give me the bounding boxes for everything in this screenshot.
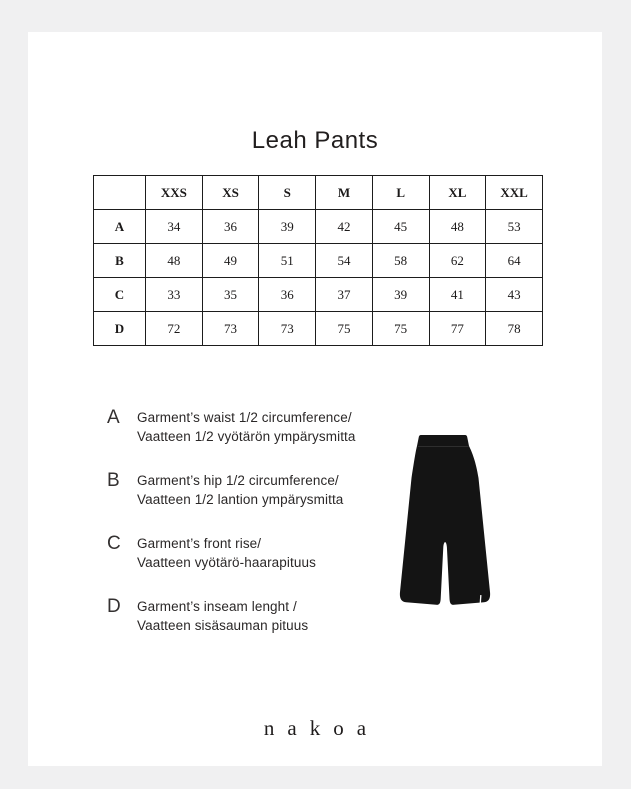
size-cell: 51 — [259, 244, 316, 278]
legend-line-en: Garment’s hip 1/2 circumference/ — [137, 473, 339, 488]
legend-description — [137, 471, 343, 509]
legend-line-en: Garment’s front rise/ — [137, 536, 262, 551]
size-col-header: XL — [429, 176, 486, 210]
row-label: C — [94, 278, 146, 312]
table-row — [94, 210, 543, 244]
table-row — [94, 244, 543, 278]
row-label: D — [94, 312, 146, 346]
legend-letter: C — [107, 533, 121, 554]
size-cell: 62 — [429, 244, 486, 278]
row-label: A — [94, 210, 146, 244]
size-cell: 36 — [202, 210, 259, 244]
table-row — [94, 278, 543, 312]
legend-description — [137, 534, 316, 572]
table-row — [94, 312, 543, 346]
legend-letter: A — [107, 407, 120, 428]
size-table-container — [93, 175, 543, 346]
size-cell: 48 — [429, 210, 486, 244]
size-cell: 49 — [202, 244, 259, 278]
legend-line-fi: Vaatteen sisäsauman pituus — [137, 618, 309, 633]
size-col-header: XS — [202, 176, 259, 210]
size-col-header: XXL — [486, 176, 543, 210]
size-cell: 43 — [486, 278, 543, 312]
legend-line-en: Garment’s waist 1/2 circumference/ — [137, 410, 352, 425]
size-col-header: M — [316, 176, 373, 210]
size-cell: 77 — [429, 312, 486, 346]
size-cell: 33 — [146, 278, 203, 312]
legend-item-d — [107, 597, 397, 635]
size-col-header: L — [372, 176, 429, 210]
size-cell: 39 — [259, 210, 316, 244]
size-col-header: XXS — [146, 176, 203, 210]
brand-logo: nakoa — [263, 716, 380, 740]
size-table — [93, 175, 543, 346]
legend-item-c — [107, 534, 397, 572]
size-cell: 73 — [202, 312, 259, 346]
row-label: B — [94, 244, 146, 278]
pants-product-image — [399, 433, 491, 607]
size-cell: 78 — [486, 312, 543, 346]
size-cell: 64 — [486, 244, 543, 278]
size-cell: 75 — [316, 312, 373, 346]
legend-line-fi: Vaatteen vyötärö-haarapituus — [137, 555, 316, 570]
size-cell: 34 — [146, 210, 203, 244]
size-cell: 73 — [259, 312, 316, 346]
size-cell: 45 — [372, 210, 429, 244]
pants-silhouette-graphic — [399, 433, 491, 607]
size-cell: 48 — [146, 244, 203, 278]
legend-letter: D — [107, 596, 121, 617]
size-cell: 41 — [429, 278, 486, 312]
legend-line-fi: Vaatteen 1/2 vyötärön ympärysmitta — [137, 429, 356, 444]
measurement-legend — [107, 408, 397, 660]
legend-line-en: Garment’s inseam lenght / — [137, 599, 297, 614]
legend-letter: B — [107, 470, 120, 491]
size-table-header-row — [94, 176, 543, 210]
size-cell: 53 — [486, 210, 543, 244]
size-cell: 54 — [316, 244, 373, 278]
size-col-header: S — [259, 176, 316, 210]
legend-item-b — [107, 471, 397, 509]
size-cell: 35 — [202, 278, 259, 312]
page-title: Leah Pants — [251, 127, 379, 154]
size-cell: 39 — [372, 278, 429, 312]
size-cell: 42 — [316, 210, 373, 244]
size-cell: 36 — [259, 278, 316, 312]
size-cell: 37 — [316, 278, 373, 312]
legend-description — [137, 597, 308, 635]
legend-item-a — [107, 408, 397, 446]
size-cell: 75 — [372, 312, 429, 346]
size-chart-card — [28, 32, 602, 766]
legend-line-fi: Vaatteen 1/2 lantion ympärysmitta — [137, 492, 344, 507]
size-table-corner-cell — [94, 176, 146, 210]
legend-description — [137, 408, 356, 446]
size-cell: 72 — [146, 312, 203, 346]
size-cell: 58 — [372, 244, 429, 278]
